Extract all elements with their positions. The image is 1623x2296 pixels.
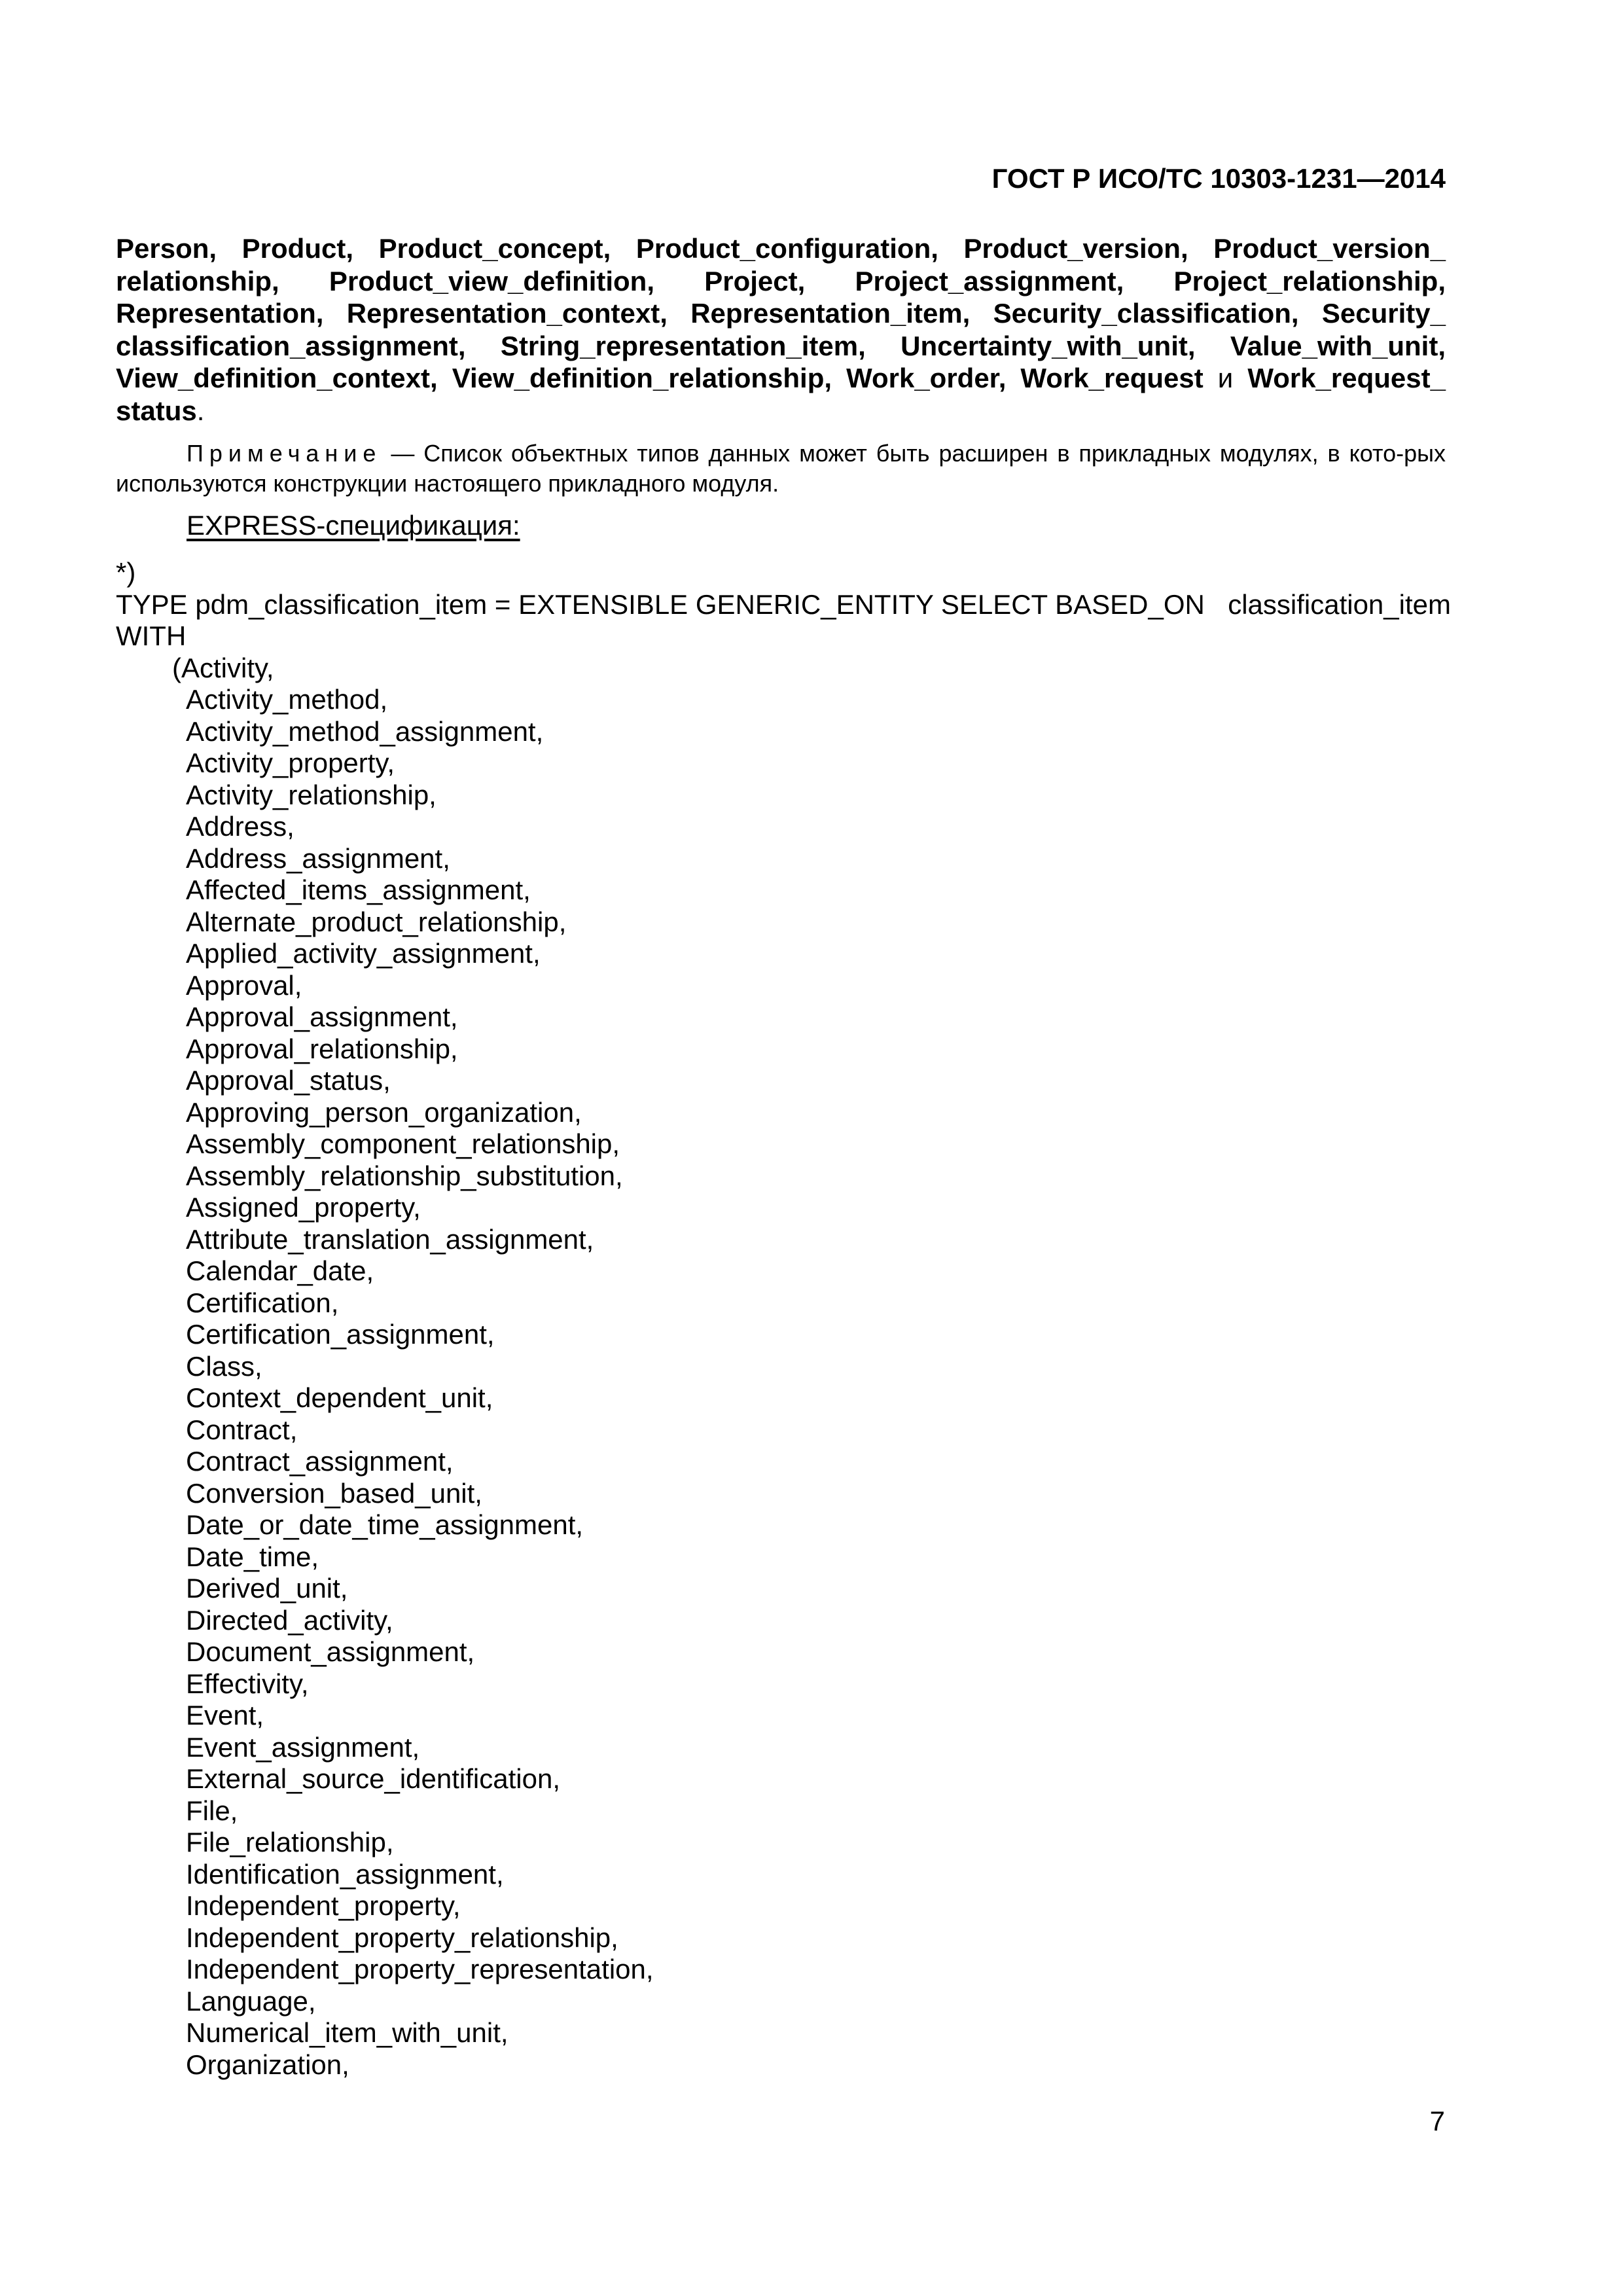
- select-list-item: Contract_assignment,: [186, 1446, 454, 1477]
- select-list-item: Assigned_property,: [186, 1192, 421, 1223]
- select-list-item: Class,: [186, 1350, 262, 1382]
- note-text: — Список объектных типов данных может быть расширен в прикладных модулях, в кото-рых используются конструкции настоящего прикладного модуля.: [116, 440, 1446, 497]
- type-declaration-left: TYPE pdm_classification_item = EXTENSIBLE GENERIC_ENTITY SELECT BASED_ON: [116, 588, 1205, 620]
- select-list-item: Approval_relationship,: [186, 1033, 458, 1064]
- select-list-item: Contract,: [186, 1414, 298, 1445]
- select-list-item: Independent_property_relationship,: [186, 1922, 618, 1953]
- conjunction: и: [1217, 363, 1234, 394]
- select-list-item: Applied_activity_assignment,: [186, 938, 541, 969]
- with-keyword: WITH: [116, 620, 187, 651]
- select-list-item: Activity_relationship,: [186, 779, 437, 810]
- select-list-item: Approving_person_organization,: [186, 1096, 582, 1128]
- select-list-item: Approval,: [186, 969, 302, 1001]
- select-list-item: External_source_identification,: [186, 1763, 561, 1794]
- select-list-item: Document_assignment,: [186, 1636, 475, 1667]
- express-code-block: [116, 557, 1451, 2081]
- paragraph-end: .: [196, 395, 205, 426]
- entity-list-paragraph: [116, 232, 1446, 427]
- comment-close-marker: *): [116, 557, 136, 588]
- select-list-item: File_relationship,: [186, 1827, 394, 1857]
- select-list-item: Event_assignment,: [186, 1731, 420, 1763]
- select-list-item: File,: [186, 1795, 238, 1826]
- select-list-item: Address_assignment,: [186, 842, 450, 874]
- select-list-item: Date_or_date_time_assignment,: [186, 1509, 584, 1540]
- select-list-item: Event,: [186, 1700, 264, 1731]
- select-list-item: Address,: [186, 811, 294, 842]
- entity-list-last-item: Work_request_ status: [116, 363, 1446, 426]
- page-number: 7: [1429, 2106, 1445, 2136]
- select-list-item: Derived_unit,: [186, 1573, 348, 1604]
- select-list-item: Effectivity,: [186, 1668, 309, 1699]
- document-header: ГОСТ Р ИСО/ТС 10303-1231—2014: [991, 163, 1446, 194]
- select-list-item: Identification_assignment,: [186, 1858, 504, 1890]
- select-list-item: Calendar_date,: [186, 1255, 374, 1286]
- select-list-item: Organization,: [186, 2049, 349, 2080]
- select-list-item: Approval_assignment,: [186, 1001, 458, 1032]
- note-label: Примечание: [187, 440, 382, 467]
- select-list-item: Attribute_translation_assignment,: [186, 1223, 594, 1255]
- entity-list-text: Person, Product, Product_concept, Product_configuration, Product_version, Product_version_ relationship, Product_view_definition, Project, Project_assignment, Project_relationship, Representation, Representation_context, Representation_item, Security_classification, Security_ classification_assignment, String_representation_item, Uncertainty_with_unit, Value_with_unit, View_definition_context, View_definition_relationship, Work_order, Work_request: [116, 233, 1446, 394]
- select-item-list: [116, 684, 1451, 2081]
- select-list-item: Date_time,: [186, 1541, 319, 1572]
- select-list-item: Directed_activity,: [186, 1604, 393, 1636]
- note-paragraph: [116, 439, 1446, 499]
- type-declaration-right: classification_item: [1228, 588, 1451, 620]
- express-spec-title: EXPRESS-спецификация:: [187, 510, 520, 541]
- select-list-item: Approval_status,: [186, 1065, 391, 1096]
- type-declaration: [116, 589, 1451, 621]
- select-list-item: Conversion_based_unit,: [186, 1477, 482, 1509]
- select-list-item: Activity_method,: [186, 684, 388, 715]
- select-list-item: Affected_items_assignment,: [186, 874, 531, 905]
- select-list-item: Activity_property,: [186, 747, 395, 778]
- select-list-item: Assembly_component_relationship,: [186, 1128, 620, 1159]
- select-list-item: Context_dependent_unit,: [186, 1382, 493, 1413]
- select-list-item: Certification,: [186, 1287, 339, 1318]
- select-list-item: Independent_property,: [186, 1890, 461, 1921]
- select-list-item: Assembly_relationship_substitution,: [186, 1160, 623, 1191]
- select-first-item: (Activity,: [172, 652, 274, 683]
- select-list-item: Alternate_product_relationship,: [186, 906, 567, 937]
- select-list-item: Independent_property_representation,: [186, 1954, 654, 1984]
- select-list-item: Numerical_item_with_unit,: [186, 2017, 508, 2048]
- select-list-item: Certification_assignment,: [186, 1319, 495, 1350]
- select-list-item: Language,: [186, 1985, 316, 2017]
- select-list-item: Activity_method_assignment,: [186, 715, 544, 747]
